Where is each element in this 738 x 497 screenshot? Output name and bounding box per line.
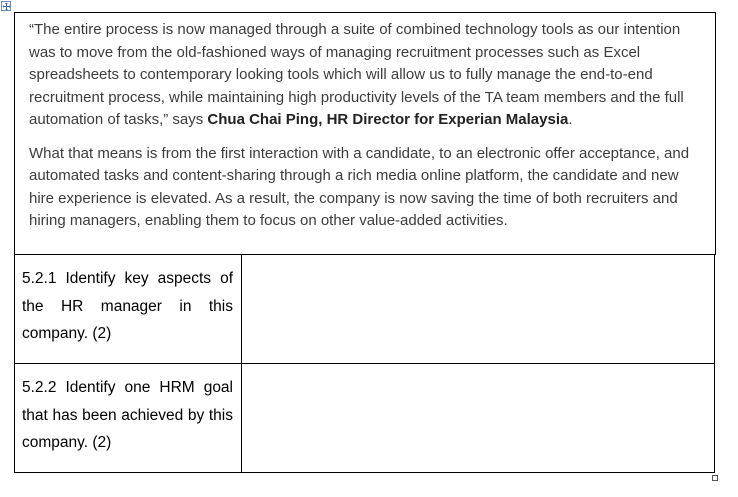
four-arrow-move-icon (2, 2, 12, 12)
resize-square-icon[interactable] (712, 475, 718, 481)
answer-cell-5-2-2[interactable] (242, 364, 715, 473)
question-5-2-1: 5.2.1 Identify key aspects of the HR manager in this company. (2) (22, 270, 233, 342)
passage-paragraph-2: What that means is from the first interaction with a candidate, to an electronic offer acceptance, and automated tasks and content-sharing through a rich media online platform, the candidate and new hire experience is elevated. As a result, the company is now saving the time of both recruiters and hiring managers, enabling them to focus on other value-added activities. (29, 144, 690, 229)
answer-cell-5-2-1[interactable] (242, 255, 715, 364)
question-5-2-2: 5.2.2 Identify one HRM goal that has been achieved by this company. (2) (22, 379, 233, 451)
question-cell (15, 364, 242, 473)
passage-paragraph-1 (29, 19, 701, 132)
passage-period: . (568, 111, 573, 128)
table-row (15, 364, 715, 473)
question-answer-table (14, 254, 715, 473)
question-cell (15, 255, 242, 364)
passage-quote-text: “The entire process is now managed through a suite of combined technology tools as our intention was to move from the old-fashioned ways of managing recruitment processes such as Excel spreadsheets to contemporary looking tools which will allow us to fully manage the end-to-end recruitment process, while maintaining high productivity levels of the TA team members and the full automation of tasks,” says (29, 21, 684, 128)
table-move-handle-icon[interactable] (1, 1, 11, 11)
passage-speaker: Chua Chai Ping, HR Director for Experian Malaysia (207, 111, 569, 128)
case-study-passage (14, 12, 716, 255)
table-row (15, 255, 715, 364)
